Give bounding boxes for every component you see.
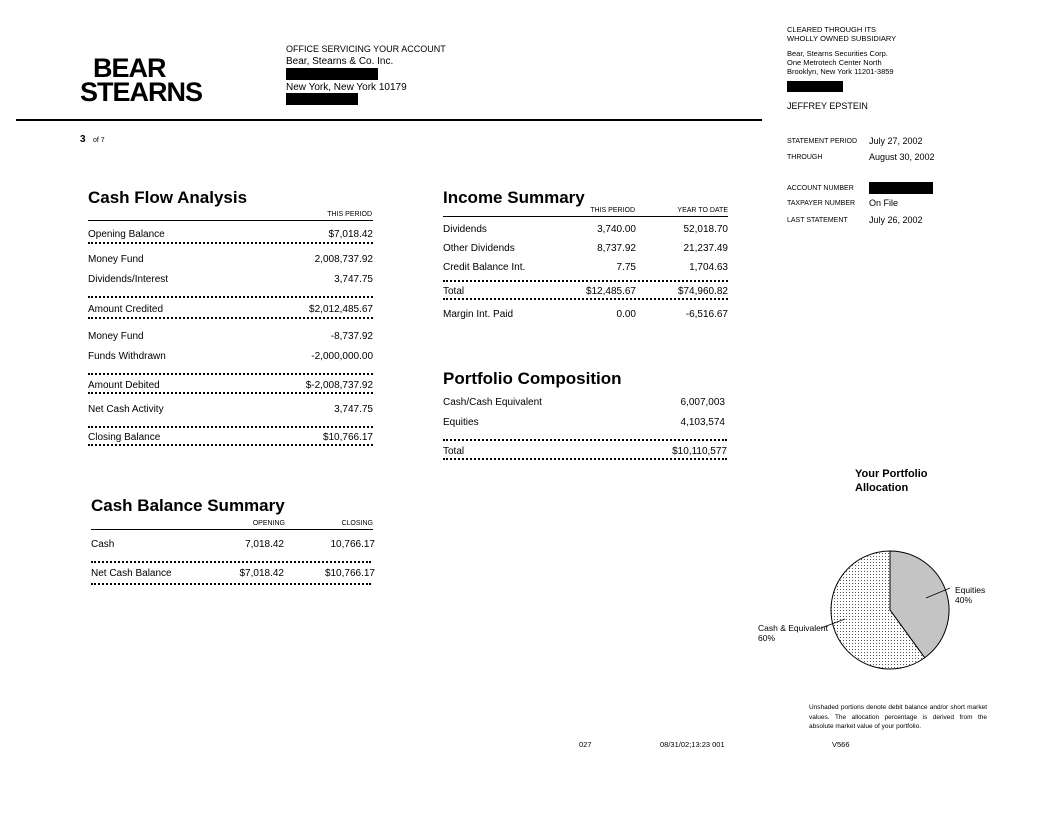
cash-balance-row [91,568,375,579]
clearing-addr-1: One Metrotech Center North [787,58,882,67]
row-label: Other Dividends [443,243,515,254]
bear-stearns-logo [80,53,203,107]
through-value: August 30, 2002 [869,152,935,162]
income-col-ytd: YEAR TO DATE [677,207,728,214]
income-title: Income Summary [443,188,585,207]
cash-balance-col-opening: OPENING [252,520,285,527]
row-ytd: 1,704.63 [689,262,728,273]
dotted-rule [91,583,371,585]
cash-flow-row [88,404,373,415]
row-ytd: $74,960.82 [677,286,728,297]
redacted-phone [286,93,358,105]
cash-flow-row [88,432,373,443]
row-value: $-2,008,737.92 [305,380,373,391]
equities-label: Equities [955,585,986,595]
income-header-rule [443,216,728,217]
row-period: 0.00 [616,309,636,320]
row-value: $2,012,485.67 [309,304,373,315]
office-city: New York, New York 10179 [286,82,407,93]
redacted-account-number [869,182,933,194]
cash-flow-row [88,380,373,391]
row-label: Amount Credited [88,304,164,315]
row-label: Dividends [443,224,487,235]
dotted-rule [91,561,371,563]
row-label: Money Fund [88,331,144,342]
row-label: Net Cash Balance [91,568,172,579]
row-period: 8,737.92 [597,243,636,254]
row-label: Amount Debited [88,380,160,391]
row-opening: 7,018.42 [245,539,284,550]
row-ytd: -6,516.67 [685,309,728,320]
row-value: -2,000,000.00 [311,351,373,362]
row-label: Funds Withdrawn [88,351,166,362]
row-closing: $10,766.17 [324,568,375,579]
cash-flow-row [88,304,373,315]
cash-flow-row [88,274,373,285]
portfolio-row [443,397,725,408]
period-label: STATEMENT PERIOD [787,138,858,145]
footer-code-2: V566 [832,740,850,749]
allocation-title-line-2: Allocation [855,482,909,494]
row-ytd: 52,018.70 [683,224,728,235]
row-value: 2,008,737.92 [314,254,373,265]
cleared-line-2: WHOLLY OWNED SUBSIDIARY [787,34,897,43]
dotted-rule [88,317,373,319]
income-row [443,243,728,254]
row-value: -8,737.92 [330,331,373,342]
logo-line-1: BEAR [93,53,166,83]
cash-flow-title: Cash Flow Analysis [88,188,248,207]
office-label: OFFICE SERVICING YOUR ACCOUNT [286,44,446,54]
row-label: Closing Balance [88,432,161,443]
dotted-rule [443,439,727,441]
clearing-firm: Bear, Stearns Securities Corp. [787,49,888,58]
row-period: 3,740.00 [597,224,636,235]
clearing-addr-2: Brooklyn, New York 11201-3859 [787,67,894,76]
taxpayer-value: On File [869,198,899,208]
logo-line-2: STEARNS [80,77,203,107]
row-label: Net Cash Activity [88,404,164,415]
dotted-rule [443,298,728,300]
office-firm: Bear, Stearns & Co. Inc. [286,56,394,67]
last-statement-label: LAST STATEMENT [787,217,848,224]
cash-flow-row [88,254,373,265]
income-row [443,224,728,235]
cash-balance-row [91,539,375,550]
portfolio-title: Portfolio Composition [443,369,622,388]
row-opening: $7,018.42 [239,568,284,579]
account-name: JEFFREY EPSTEIN [787,101,868,111]
page-indicator [80,129,105,147]
redacted-clearing [787,81,843,92]
equities-legend [955,585,985,605]
cash-flow-col-header: THIS PERIOD [327,211,372,218]
cash-flow-row [88,351,373,362]
cash-flow-row [88,331,373,342]
row-ytd: 21,237.49 [683,243,728,254]
allocation-title [855,467,928,495]
row-label: Total [443,286,465,297]
row-label: Margin Int. Paid [443,309,514,320]
income-row [443,262,728,273]
footer-timestamp: 08/31/02;13:23 001 [660,740,725,749]
row-label: Money Fund [88,254,144,265]
portfolio-row [443,417,725,428]
row-label: Equities [443,417,479,428]
footer-code-1: 027 [579,740,592,749]
row-value: 6,007,003 [680,397,725,408]
row-label: Cash/Cash Equivalent [443,397,542,408]
cash-balance-title: Cash Balance Summary [91,496,285,515]
row-value: 3,747.75 [334,404,373,415]
dotted-rule [88,444,373,446]
row-value: 3,747.75 [334,274,373,285]
cash-label: Cash & Equivalent [758,623,828,633]
cash-flow-header-rule [88,220,373,221]
cleared-line-1: CLEARED THROUGH ITS [787,25,877,34]
row-value: $7,018.42 [328,229,373,240]
last-statement-value: July 26, 2002 [869,215,923,225]
row-value: 4,103,574 [680,417,725,428]
income-row [443,286,728,297]
row-label: Total [443,446,465,457]
row-label: Dividends/Interest [88,274,169,285]
row-value: $10,110,577 [672,446,727,457]
cash-balance-col-closing: CLOSING [341,520,373,527]
row-period: 7.75 [616,262,636,273]
row-closing: 10,766.17 [330,539,375,550]
account-label: ACCOUNT NUMBER [787,185,854,192]
income-col-period: THIS PERIOD [590,207,635,214]
dotted-rule [88,296,373,298]
portfolio-row [443,446,727,457]
cash-legend [758,623,828,643]
dotted-rule [88,392,373,394]
dotted-rule [88,373,373,375]
header-rule [16,119,762,121]
equities-pct: 40% [955,595,973,605]
redacted-address [286,68,378,80]
dotted-rule [443,280,728,282]
dotted-rule [443,458,727,460]
row-label: Opening Balance [88,229,165,240]
allocation-pie-chart [755,540,995,680]
row-label: Cash [91,539,115,550]
dotted-rule [88,242,373,244]
through-label: THROUGH [787,154,823,161]
income-row [443,309,728,320]
row-period: $12,485.67 [585,286,636,297]
page-of: of 7 [93,137,105,144]
page-number: 3 [80,134,86,145]
cash-balance-header-rule [91,529,373,530]
cash-pct: 60% [758,633,776,643]
row-value: $10,766.17 [322,432,373,443]
period-value: July 27, 2002 [869,136,923,146]
allocation-note: Unshaded portions denote debit balance and/or short market values. The allocation percentage is derived from the absolute market value of your portfolio. [809,704,987,730]
cash-flow-row [88,229,373,240]
cleared-block [787,25,896,76]
row-label: Credit Balance Int. [443,262,526,273]
taxpayer-label: TAXPAYER NUMBER [787,200,856,207]
dotted-rule [88,426,373,428]
allocation-title-line-1: Your Portfolio [855,468,928,480]
